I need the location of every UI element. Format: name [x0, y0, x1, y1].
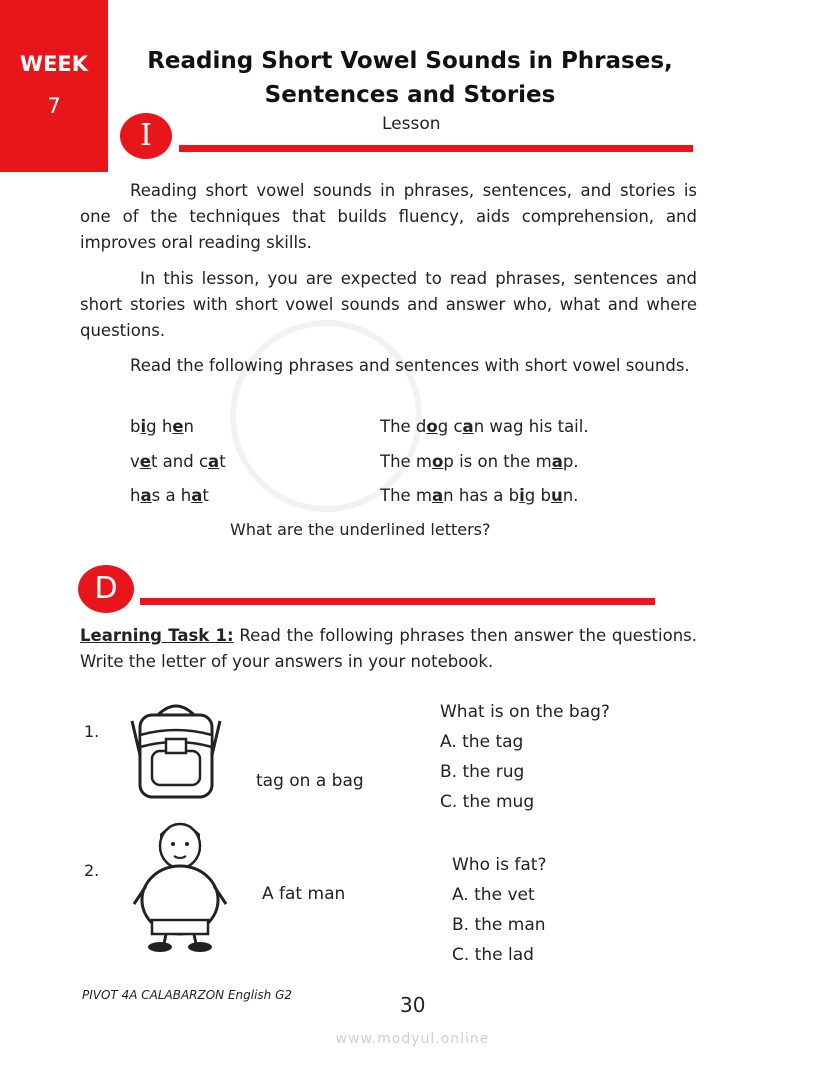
example-sentence: The dog can wag his tail.: [380, 417, 589, 436]
example-phrase: has a hat: [130, 486, 209, 505]
paragraph-2: In this lesson, you are expected to read phrases, sentences and short stories with short vowel sounds and answer who, what and where questions.: [80, 269, 697, 340]
item-phrase: tag on a bag: [256, 771, 364, 791]
section-d-badge: D: [78, 565, 134, 613]
learning-task-instructions: [80, 623, 697, 675]
paragraph-1: Reading short vowel sounds in phrases, sentences, and stories is one of the techniques that builds fluency, aids comprehension, and improves oral reading skills.: [80, 181, 697, 252]
option-a: A. the tag: [440, 732, 524, 752]
item-number: 2.: [84, 861, 100, 880]
fat-man-illustration: [130, 812, 230, 954]
website-watermark: www.modyul.online: [335, 1031, 490, 1047]
watermark-stamp: [230, 320, 422, 512]
option-b: B. the rug: [440, 762, 525, 782]
page-title: [140, 44, 680, 112]
footer-source: PIVOT 4A CALABARZON English G2: [82, 988, 293, 1002]
section-d-divider: [140, 598, 655, 605]
option-c: C. the lad: [452, 945, 534, 965]
example-phrase: big hen: [130, 417, 194, 436]
title-line-2: Sentences and Stories: [264, 82, 556, 108]
item-phrase: A fat man: [262, 884, 346, 904]
item-question: What is on the bag?: [440, 702, 610, 722]
underlined-letters-question: What are the underlined letters?: [230, 520, 491, 539]
option-c: C. the mug: [440, 792, 535, 812]
item-question: Who is fat?: [452, 855, 547, 875]
backpack-illustration: [126, 697, 226, 801]
section-i-badge: I: [120, 113, 172, 159]
paragraph-3: Read the following phrases and sentences with short vowel sounds.: [130, 356, 690, 375]
item-number: 1.: [84, 722, 100, 741]
option-b: B. the man: [452, 915, 546, 935]
option-a: A. the vet: [452, 885, 535, 905]
week-number: 7: [47, 94, 61, 118]
example-phrase: vet and cat: [130, 452, 226, 471]
task-text: Read the following phrases then answer the questions. Write the letter of your answers in your notebook.: [80, 626, 698, 671]
title-line-1: Reading Short Vowel Sounds in Phrases,: [147, 48, 673, 74]
example-sentence: The mop is on the map.: [380, 452, 579, 471]
week-badge: [0, 0, 108, 172]
section-i-label: Lesson: [382, 114, 441, 134]
item-question-block: [440, 697, 610, 817]
week-label: WEEK: [19, 52, 89, 76]
task-label: Learning Task 1:: [80, 626, 234, 645]
example-sentence: The man has a big bun.: [380, 486, 579, 505]
page-number: 30: [400, 993, 426, 1017]
item-question-block: [452, 850, 546, 970]
section-i-divider: [179, 145, 693, 152]
